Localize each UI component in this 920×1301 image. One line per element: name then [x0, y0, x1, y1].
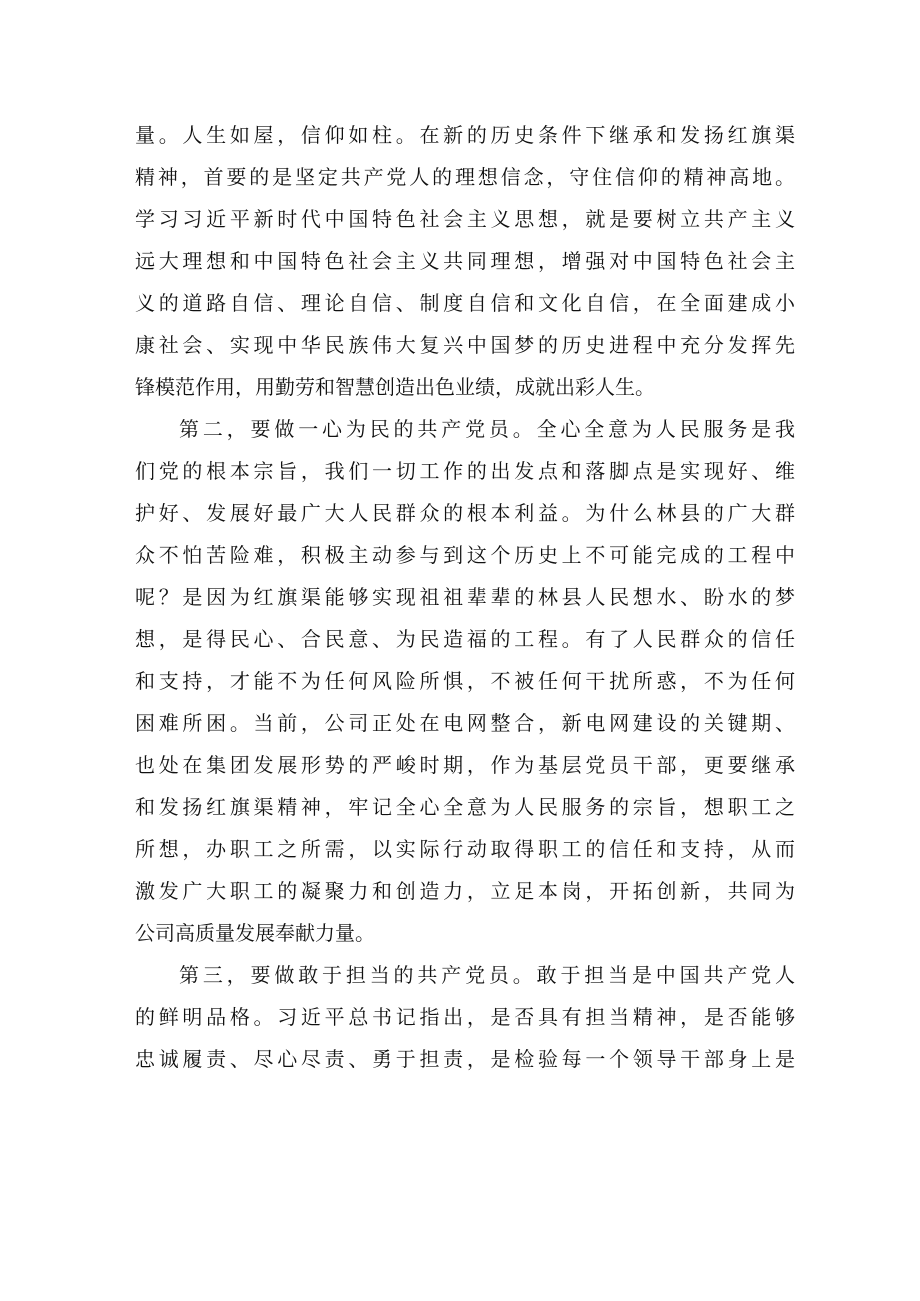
text-line: 第二，要做一心为民的共产党员。全心全意为人民服务是我	[179, 417, 795, 441]
text-line: 量。人生如屋，信仰如柱。在新的历史条件下继承和发扬红旗渠	[135, 123, 795, 147]
text-line: 学习习近平新时代中国特色社会主义思想，就是要树立共产主义	[135, 207, 795, 231]
text-line: 第三，要做敢于担当的共产党员。敢于担当是中国共产党人	[179, 963, 795, 987]
text-line: 困难所困。当前，公司正处在电网整合，新电网建设的关键期、	[135, 711, 795, 735]
text-line: 锋模范作用，用勤劳和智慧创造出色业绩，成就出彩人生。	[135, 375, 655, 399]
document-body	[135, 114, 795, 1080]
text-line: 众不怕苦险难，积极主动参与到这个历史上不可能完成的工程中	[135, 543, 795, 567]
text-line: 远大理想和中国特色社会主义共同理想，增强对中国特色社会主	[135, 249, 795, 273]
text-line: 所想，办职工之所需，以实际行动取得职工的信任和支持，从而	[135, 837, 795, 861]
text-line: 公司高质量发展奉献力量。	[135, 921, 375, 945]
text-line: 也处在集团发展形势的严峻时期，作为基层党员干部，更要继承	[135, 753, 795, 777]
text-line: 想，是得民心、合民意、为民造福的工程。有了人民群众的信任	[135, 627, 795, 651]
text-line: 的鲜明品格。习近平总书记指出，是否具有担当精神，是否能够	[135, 1005, 795, 1029]
paragraph-take-responsibility	[135, 954, 795, 1080]
text-line: 义的道路自信、理论自信、制度自信和文化自信，在全面建成小	[135, 291, 795, 315]
text-line: 和支持，才能不为任何风险所惧，不被任何干扰所惑，不为任何	[135, 669, 795, 693]
paragraph-ideals	[135, 114, 795, 408]
text-line: 康社会、实现中华民族伟大复兴中国梦的历史进程中充分发挥先	[135, 333, 795, 357]
text-line: 忠诚履责、尽心尽责、勇于担责，是检验每一个领导干部身上是	[135, 1047, 795, 1071]
text-line: 护好、发展好最广大人民群众的根本利益。为什么林县的广大群	[135, 501, 795, 525]
text-line: 们党的根本宗旨，我们一切工作的出发点和落脚点是实现好、维	[135, 459, 795, 483]
text-line: 精神，首要的是坚定共产党人的理想信念，守住信仰的精神高地。	[135, 165, 795, 189]
text-line: 呢？是因为红旗渠能够实现祖祖辈辈的林县人民想水、盼水的梦	[135, 585, 795, 609]
paragraph-serve-people	[135, 408, 795, 954]
text-line: 激发广大职工的凝聚力和创造力，立足本岗，开拓创新，共同为	[135, 879, 795, 903]
text-line: 和发扬红旗渠精神，牢记全心全意为人民服务的宗旨，想职工之	[135, 795, 795, 819]
